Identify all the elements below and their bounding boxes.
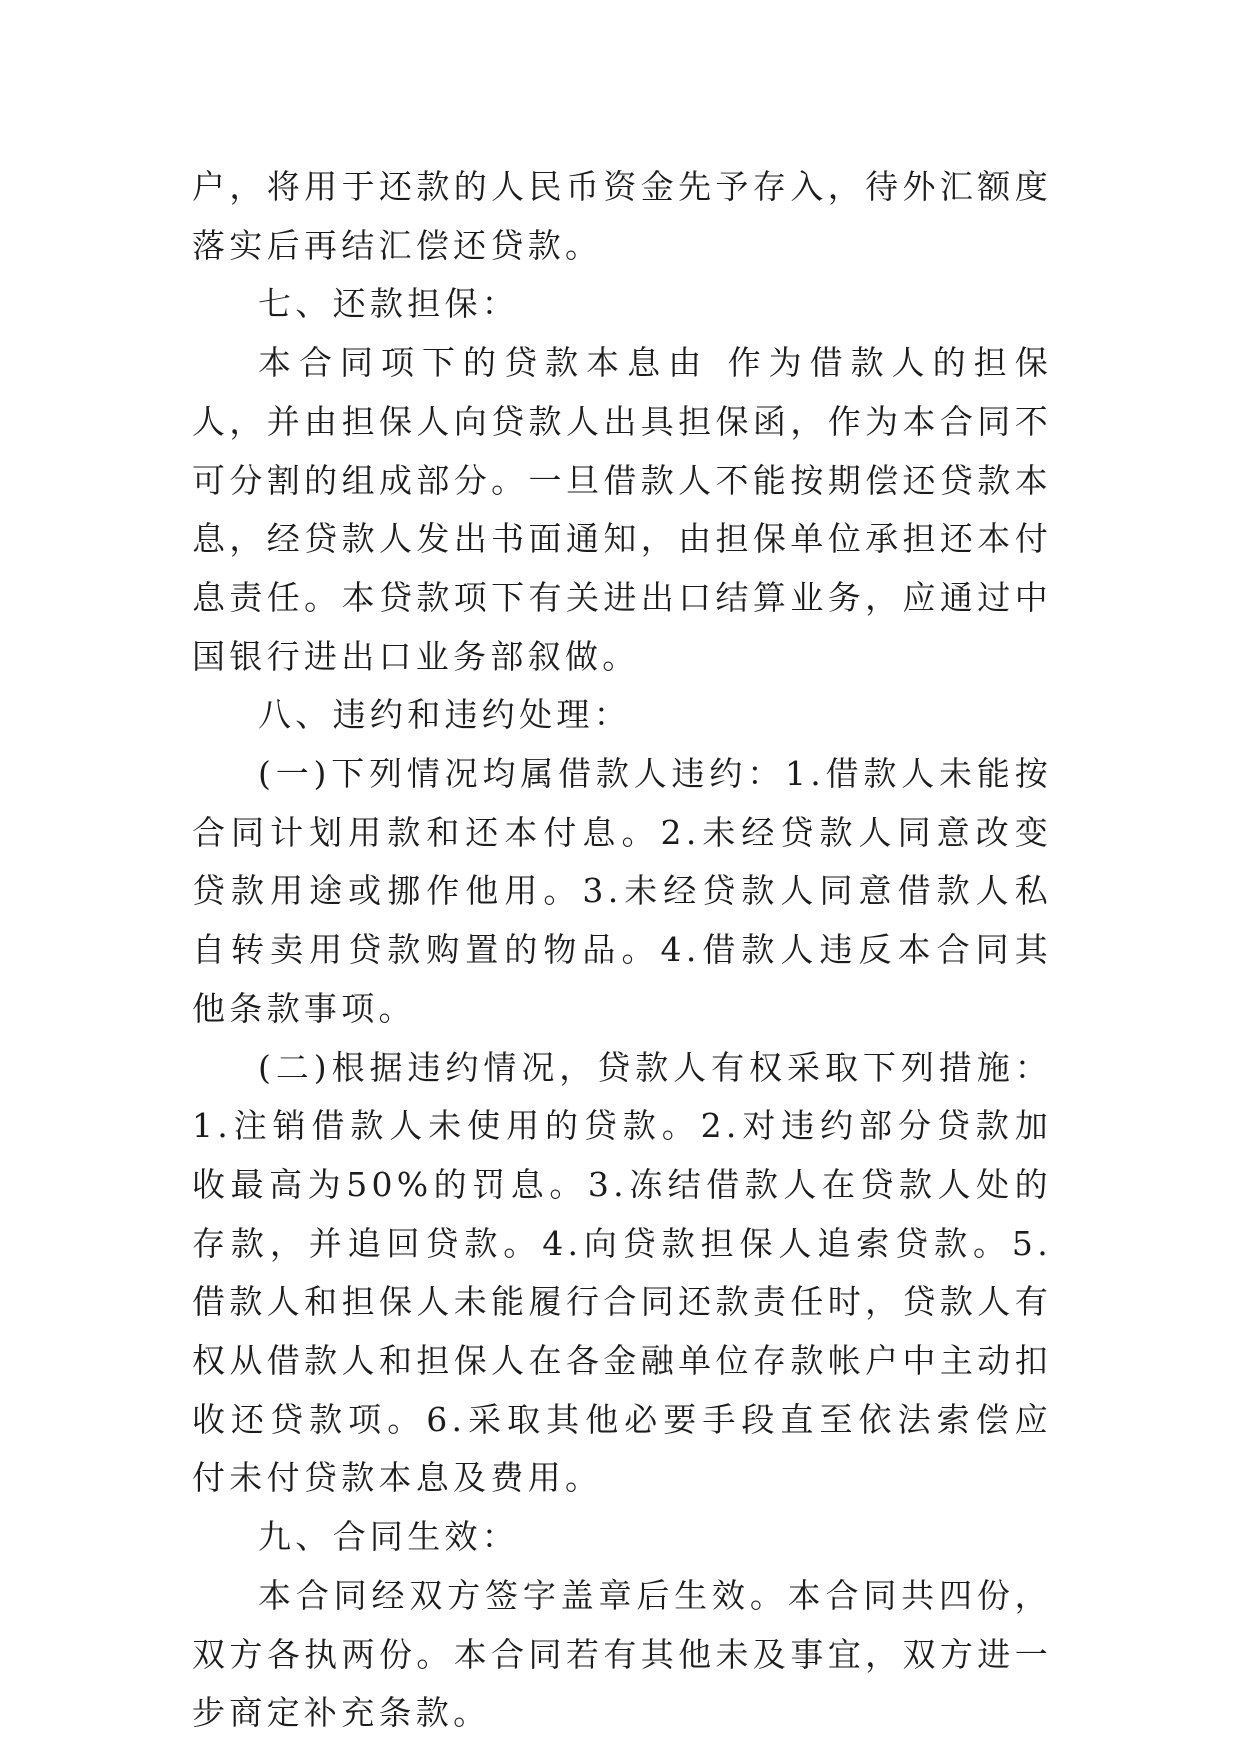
paragraph-default-measures: (二)根据违约情况，贷款人有权采取下列措施：1.注销借款人未使用的贷款。2.对违约部分贷款加收最高为50%的罚息。3.冻结借款人在贷款人处的存款，并追回贷款。4.向贷款担保人追索贷款。5.借款人和担保人未能履行合同还款责任时，贷款人有权从借款人和担保人在各金融单位存款帐户中主动扣收还贷款项。6.采取其他必要手段直至依法索偿应付未付贷款本息及费用。: [192, 1047, 1052, 1498]
paragraph-default-cases: (一)下列情况均属借款人违约：1.借款人未能按合同计划用款和还本付息。2.未经贷款人同意改变贷款用途或挪作他用。3.未经贷款人同意借款人私自转卖用贷款购置的物品。4.借款人违反本合同其他条款事项。: [192, 754, 1052, 1028]
paragraph-contract-effect: 本合同经双方签字盖章后生效。本合同共四份，双方各执两份。本合同若有其他未及事宜，双方进一步商定补充条款。: [192, 1575, 1052, 1733]
heading-contract-effect: 九、合同生效：: [258, 1517, 520, 1557]
document-body: [192, 158, 1052, 1743]
heading-default-handling: 八、违约和违约处理：: [258, 695, 631, 735]
heading-repayment-guarantee: 七、还款担保：: [258, 284, 520, 324]
paragraph-repayment-continuation: 户，将用于还款的人民币资金先予存入，待外汇额度落实后再结汇偿还贷款。: [192, 167, 1052, 265]
paragraph-guarantee-terms: 本合同项下的贷款本息由 作为借款人的担保人，并由担保人向贷款人出具担保函，作为本合同不可分割的组成部分。一旦借款人不能按期偿还贷款本息，经贷款人发出书面通知，由担保单位承担还本付息责任。本贷款项下有关进出口结算业务，应通过中国银行进出口业务部叙做。: [192, 343, 1052, 676]
